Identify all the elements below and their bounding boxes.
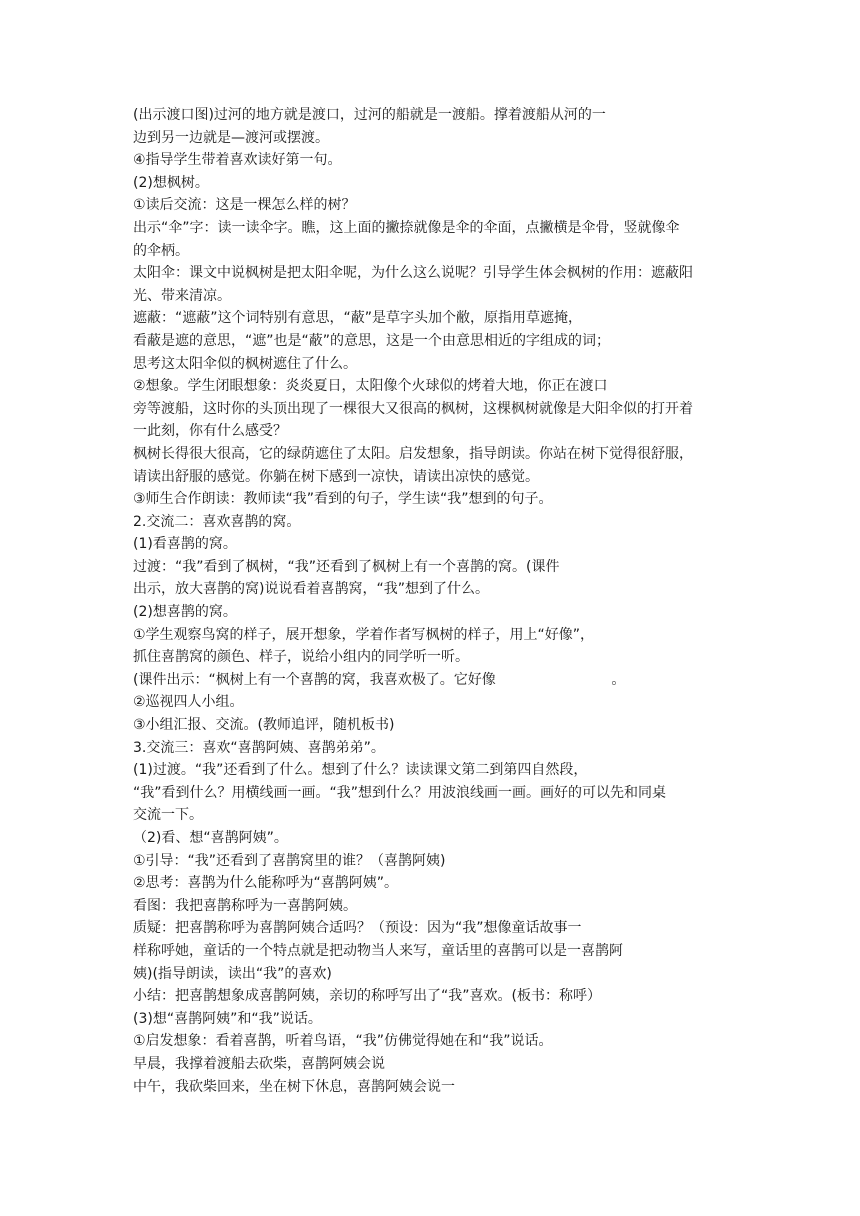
text-line: (1)过渡。“我”还看到了什么。想到了什么？读读课文第二到第四自然段， <box>133 762 588 779</box>
text-line: 看图：我把喜鹊称呼为一喜鹊阿姨。 <box>133 897 357 914</box>
text-line: 过渡：“我”看到了枫树，“我”还看到了枫树上有一个喜鹊的窝。(课件 <box>133 558 560 575</box>
text-line: “我”看到什么？用横线画一画。“我”想到什么？用波浪线画一画。画好的可以先和同桌 <box>133 784 667 801</box>
text-line: 样称呼她，童话的一个特点就是把动物当人来写，童话里的喜鹊可以是一喜鹊阿 <box>133 942 623 959</box>
text-line: 边到另一边就是—渡河或摆渡。 <box>133 129 329 146</box>
text-line: (课件出示：“枫树上有一个喜鹊的窝，我喜欢极了。它好像 。 <box>133 671 626 688</box>
text-line: 抓住喜鹊窝的颜色、样子，说给小组内的同学听一听。 <box>133 649 469 666</box>
text-line: ②思考：喜鹊为什么能称呼为“喜鹊阿姨”。 <box>133 875 399 892</box>
text-line: 枫树长得很大很高，它的绿荫遮住了太阳。启发想象，指导朗读。你站在树下觉得很舒服， <box>133 445 693 462</box>
text-line: 遮蔽：“遮蔽”这个词特别有意思，“蔽”是草字头加个敝，原指用草遮掩， <box>133 310 583 327</box>
text-line: 小结：把喜鹊想象成喜鹊阿姨，亲切的称呼写出了“我”喜欢。(板书：称呼） <box>133 988 601 1005</box>
text-line: 旁等渡船，这时你的头顶出现了一棵很大又很高的枫树，这棵枫树就像是大阳伞似的打开着 <box>133 400 693 417</box>
text-line: 质疑：把喜鹊称呼为喜鹊阿姨合适吗？（预设：因为“我”想像童话故事一 <box>133 920 582 937</box>
text-line: 出示“伞”字：读一读伞字。瞧，这上面的撇捺就像是伞的伞面，点撇横是伞骨，竖就像伞 <box>133 219 680 236</box>
text-line: 看蔽是遮的意思，“遮”也是“蔽”的意思，这是一个由意思相近的字组成的词； <box>133 332 611 349</box>
text-line: 思考这太阳伞似的枫树遮住了什么。 <box>133 355 357 372</box>
text-line: 的伞柄。 <box>133 242 189 259</box>
section-heading: 3.交流三：喜欢“喜鹊阿姨、喜鹊弟弟”。 <box>133 739 385 756</box>
text-line: ②想象。学生闭眼想象：炎炎夏日，太阳像个火球似的烤着大地，你正在渡口 <box>133 378 608 395</box>
text-line: (2)想喜鹊的窝。 <box>133 604 237 621</box>
text-line: (2)想枫树。 <box>133 174 209 191</box>
text-line: ①启发想象：看着喜鹊，听着鸟语，“我”仿佛觉得她在和“我”说话。 <box>133 1033 553 1050</box>
text-line: (出示渡口图)过河的地方就是渡口，过河的船就是一渡船。撑着渡船从河的一 <box>133 107 606 123</box>
text-line: (3)想“喜鹊阿姨”和“我”说话。 <box>133 1010 322 1027</box>
text-line: 中午，我砍柴回来，坐在树下休息，喜鹊阿姨会说一 <box>133 1078 455 1095</box>
section-heading: 2.交流二：喜欢喜鹊的窝。 <box>133 513 301 530</box>
text-line: 请读出舒服的感觉。你躺在树下感到一凉快，请读出凉快的感觉。 <box>133 468 539 485</box>
text-line: 一此刻，你有什么感受？ <box>133 423 287 440</box>
text-line: ①读后交流：这是一棵怎么样的树？ <box>133 197 356 214</box>
text-line: ③小组汇报、交流。(教师追评，随机板书) <box>133 717 395 734</box>
text-line: 出示，放大喜鹊的窝)说说看着喜鹊窝，“我”想到了什么。 <box>133 581 489 598</box>
text-line: ①引导：“我”还看到了喜鹊窝里的谁？（喜鹊阿姨) <box>133 852 446 869</box>
text-line: ④指导学生带着喜欢读好第一句。 <box>133 152 342 169</box>
text-line: 交流一下。 <box>133 807 203 824</box>
text-line: 太阳伞：课文中说枫树是把太阳伞呢，为什么这么说呢？引导学生体会枫树的作用：遮蔽阳 <box>133 265 693 282</box>
text-line: ①学生观察鸟窝的样子，展开想象，学着作者写枫树的样子，用上“好像”， <box>133 626 595 643</box>
text-line: (1)看喜鹊的窝。 <box>133 536 237 553</box>
text-line: 光、带来清凉。 <box>133 287 231 304</box>
lesson-plan-text <box>133 104 733 1098</box>
text-line: 早晨，我撑着渡船去砍柴，喜鹊阿姨会说 <box>133 1055 385 1072</box>
text-line: ③师生合作朗读：教师读“我”看到的句子，学生读“我”想到的句子。 <box>133 491 553 508</box>
text-line: （2)看、想“喜鹊阿姨”。 <box>133 830 288 846</box>
text-line: 姨)(指导朗读，读出“我”的喜欢) <box>133 965 332 982</box>
text-line: ②巡视四人小组。 <box>133 694 244 711</box>
